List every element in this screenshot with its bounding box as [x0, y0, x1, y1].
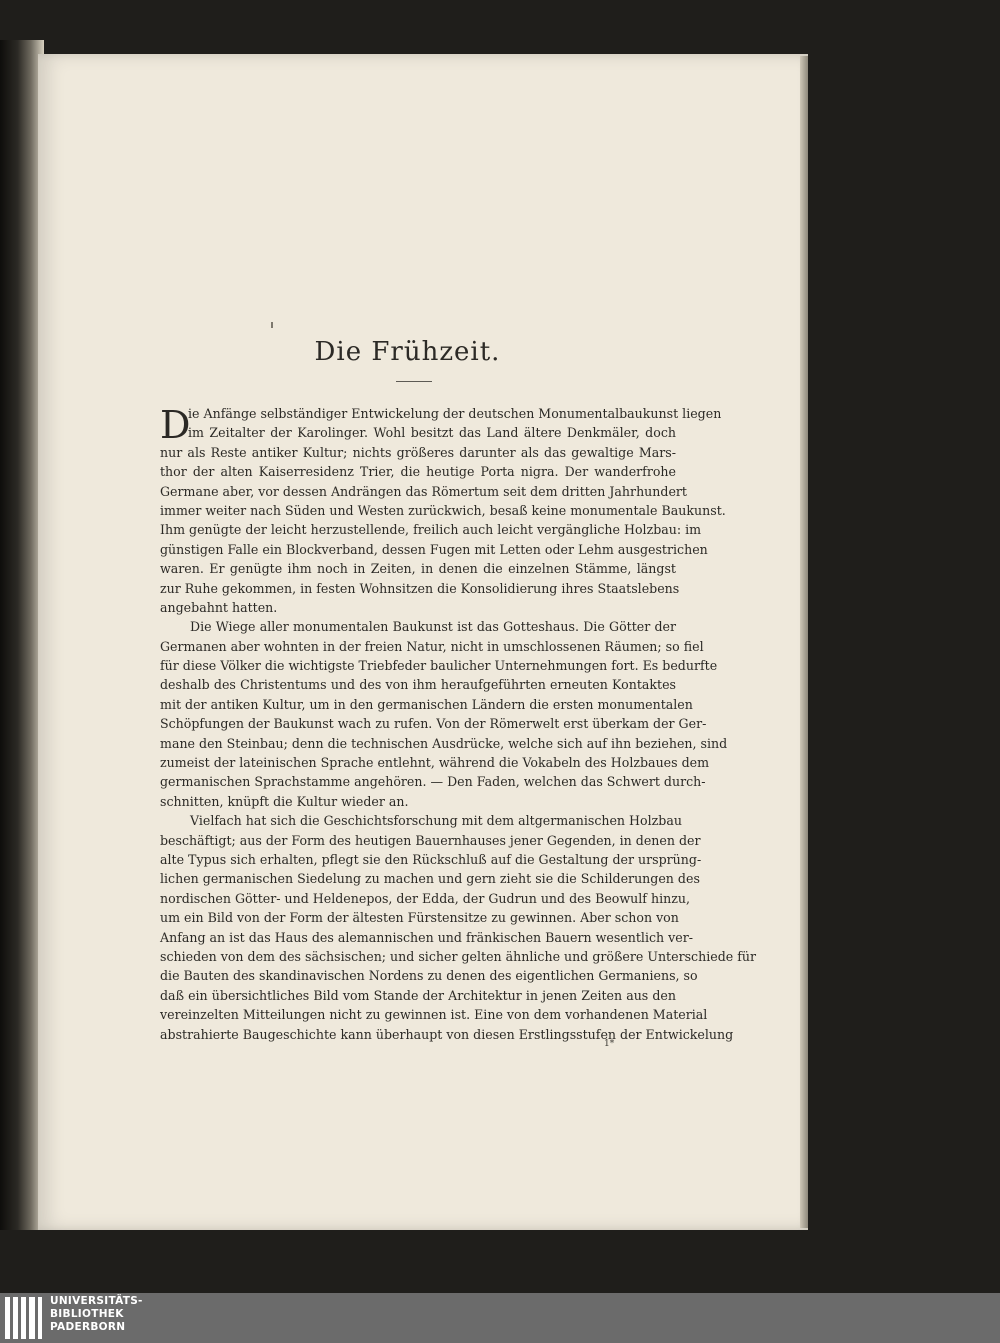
text-line: immer weiter nach Süden und Westen zurückwich, besaß keine monumentale Baukunst. [160, 502, 726, 518]
library-barcode-logo-icon [5, 1297, 43, 1339]
text-line: im Zeitalter der Karolinger. Wohl besitzt das Land ältere Denkmäler, doch [188, 425, 676, 441]
text-line: Die Wiege aller monumentalen Baukunst ist das Gotteshaus. Die Götter der [190, 619, 676, 635]
text-line: ie Anfänge selbständiger Entwickelung der deutschen Monumentalbaukunst liegen [188, 406, 722, 421]
text-line: thor der alten Kaiserresidenz Trier, die heutige Porta nigra. Der wanderfrohe [160, 464, 676, 480]
logo-line: PADERBORN [50, 1321, 126, 1333]
text-line: die Bauten des skandinavischen Nordens zu denen des eigentlichen Germaniens, so [160, 968, 698, 984]
text-line: abstrahierte Baugeschichte kann überhaupt von diesen Erstlingsstufen der Entwickelung [160, 1026, 734, 1042]
text-line: um ein Bild von der Form der ältesten Fürstensitze zu gewinnen. Aber schon von [160, 910, 679, 926]
text-line: für diese Völker die wichtigste Triebfeder baulicher Unternehmungen fort. Es bedurfte [160, 658, 718, 674]
text-line: schnitten, knüpft die Kultur wieder an. [160, 793, 409, 809]
drop-cap: D [160, 403, 191, 447]
text-line: zumeist der lateinischen Sprache entlehnt, während die Vokabeln des Holzbaues dem [160, 755, 710, 771]
text-line: angebahnt hatten. [160, 599, 278, 615]
page-speck [271, 322, 273, 328]
signature-mark: 1* [604, 1039, 615, 1049]
chapter-title: Die Frühzeit. [314, 337, 501, 367]
text-line: Vielfach hat sich die Geschichtsforschung mit dem altgermanischen Holzbau [190, 813, 682, 829]
text-line: germanischen Sprachstamme angehören. — Den Faden, welchen das Schwert durch- [160, 774, 706, 790]
library-logo-text [50, 1295, 250, 1334]
text-line: Germanen aber wohnten in der freien Natur, nicht in umschlossenen Räumen; so fiel [160, 638, 704, 654]
text-line: zur Ruhe gekommen, in festen Wohnsitzen die Konsolidierung ihres Staatslebens [160, 580, 680, 596]
text-line: nur als Reste antiker Kultur; nichts größeres darunter als das gewaltige Mars- [160, 444, 676, 460]
text-line: Germane aber, vor dessen Andrängen das Römertum seit dem dritten Jahrhundert [160, 483, 687, 499]
text-line: mit der antiken Kultur, um in den germanischen Ländern die ersten monumentalen [160, 696, 693, 712]
text-line: daß ein übersichtliches Bild vom Stande der Architektur in jenen Zeiten aus den [160, 987, 676, 1003]
text-line: deshalb des Christentums und des von ihm heraufgeführten erneuten Kontaktes [160, 677, 676, 693]
text-line: lichen germanischen Siedelung zu machen und gern zieht sie die Schilderungen des [160, 871, 700, 887]
title-rule [396, 381, 432, 382]
logo-line: BIBLIOTHEK [50, 1308, 124, 1320]
logo-line: UNIVERSITÄTS- [50, 1295, 143, 1307]
text-line: beschäftigt; aus der Form des heutigen Bauernhauses jener Gegenden, in denen der [160, 832, 701, 848]
page-right-edge [800, 56, 808, 1228]
body-text [160, 404, 757, 1044]
text-line: schieden von dem des sächsischen; und sicher gelten ähnliche und größere Unterschiede für [160, 948, 757, 964]
text-line: waren. Er genügte ihm noch in Zeiten, in denen die einzelnen Stämme, längst [160, 561, 676, 577]
text-line: mane den Steinbau; denn die technischen Ausdrücke, welche sich auf ihn beziehen, sind [160, 735, 728, 751]
text-line: nordischen Götter- und Heldenepos, der Edda, der Gudrun und des Beowulf hinzu, [160, 890, 690, 906]
text-line: Anfang an ist das Haus des alemannischen und fränkischen Bauern wesentlich ver- [160, 929, 693, 945]
text-line: Ihm genügte der leicht herzustellende, freilich auch leicht vergängliche Holzbau: im [160, 522, 702, 538]
text-line: vereinzelten Mitteilungen nicht zu gewinnen ist. Eine von dem vorhandenen Material [160, 1007, 708, 1023]
text-line: alte Typus sich erhalten, pflegt sie den Rückschluß auf die Gestaltung der ursprüng- [160, 851, 702, 867]
text-line: Schöpfungen der Baukunst wach zu rufen. Von der Römerwelt erst überkam der Ger- [160, 716, 707, 732]
text-line: günstigen Falle ein Blockverband, dessen Fugen mit Letten oder Lehm ausgestrichen [160, 541, 708, 557]
